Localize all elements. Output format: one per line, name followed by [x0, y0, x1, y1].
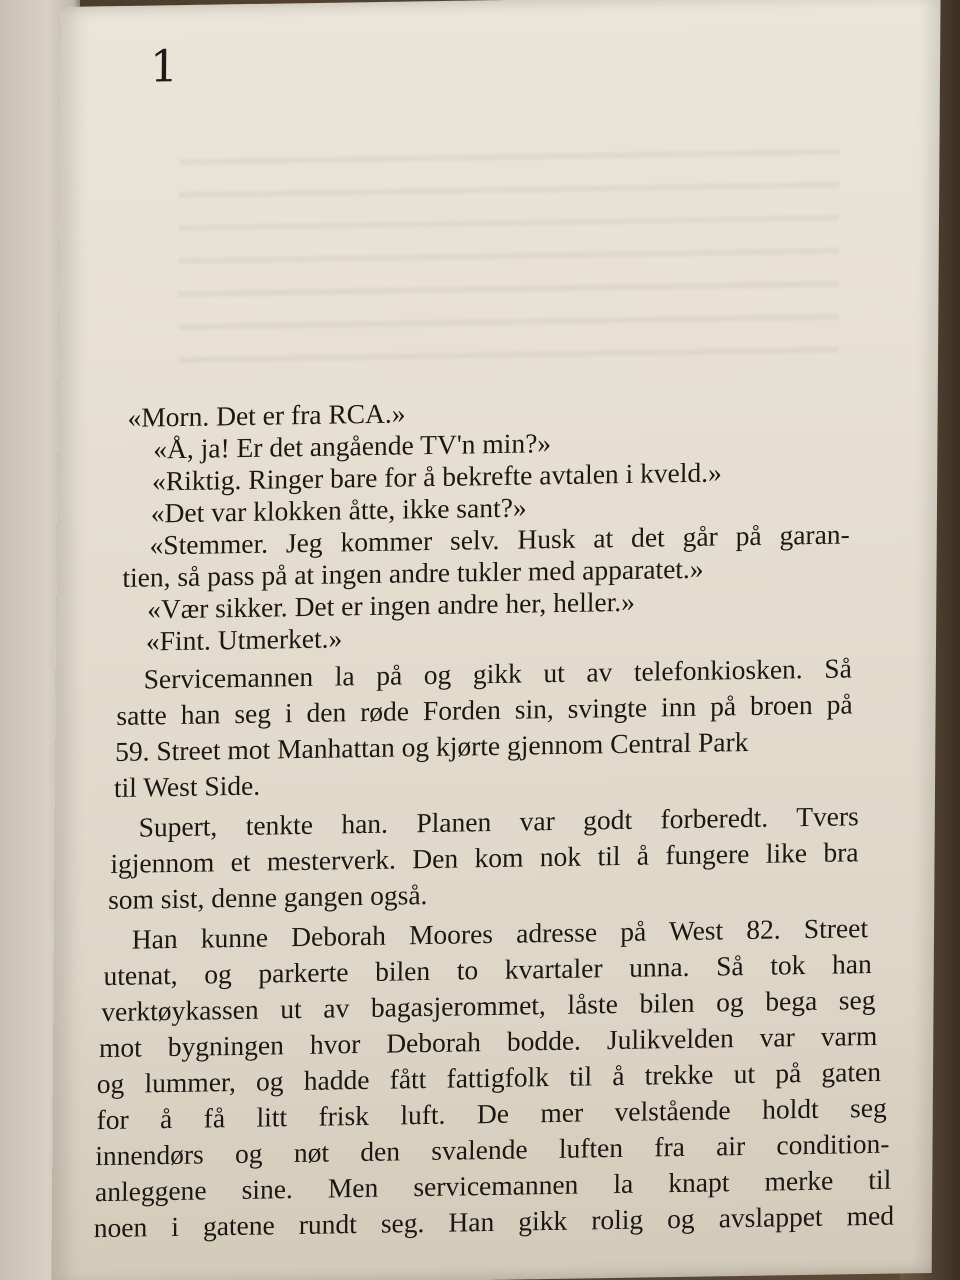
text-line: som sist, denne gangen også. — [108, 879, 428, 916]
text-line: og lummer, og hadde fått fattigfolk til å trekke ut på gaten — [96, 1055, 882, 1100]
text-line: for å få litt frisk luft. De mer velstående holdt seg — [96, 1091, 887, 1136]
show-through-text — [178, 125, 840, 385]
body-text — [93, 390, 895, 1246]
text-line: «Fint. Utmerket.» — [145, 622, 343, 657]
text-line: innendørs og nøt den svalende luften fra air condition- — [95, 1127, 890, 1172]
text-line: Servicemannen la på og gikk ut av telefonkiosken. Så — [143, 652, 852, 695]
text-line: «Vær sikker. Det er ingen andre her, heller.» — [147, 585, 636, 625]
text-line: «Stemmer. Jeg kommer selv. Husk at det går på garan- — [149, 518, 850, 561]
text-line: verktøykassen ut av bagasjerommet, låste bilen og bega seg — [101, 983, 876, 1028]
text-line: «Det var klokken åtte, ikke sant?» — [150, 491, 527, 529]
text-line: til West Side. — [113, 769, 261, 803]
book-page — [51, 0, 940, 1280]
text-line: Han kunne Deborah Moores adresse på West 82. Street — [131, 912, 869, 955]
text-line: tien, så pass på at ingen andre tukler med apparatet.» — [122, 552, 704, 593]
text-line: anleggene sine. Men servicemannen la knapt merke til — [94, 1163, 892, 1208]
text-line: igjennom et mesterverk. Den kom nok til å fungere like bra — [110, 836, 859, 880]
text-line: Supert, tenkte han. Planen var godt forberedt. Tvers — [138, 800, 859, 843]
text-line: 59. Street mot Manhattan og kjørte gjennom Central Park — [115, 726, 749, 767]
text-line: noen i gatene rundt seg. Han gikk rolig og avslappet med — [93, 1199, 895, 1244]
text-line: «Morn. Det er fra RCA.» — [127, 397, 406, 433]
text-line: «Å, ja! Er det angående TV'n min?» — [153, 427, 552, 465]
text-line: mot bygningen hvor Deborah bodde. Julikvelden var varm — [98, 1019, 878, 1064]
text-line: «Riktig. Ringer bare for å bekrefte avtalen i kveld.» — [151, 456, 722, 497]
chapter-number: 1 — [149, 41, 179, 93]
text-line: satte han seg i den røde Forden sin, svingte inn på broen på — [116, 688, 853, 731]
text-line: utenat, og parkerte bilen to kvartaler unna. Så tok han — [103, 948, 872, 992]
